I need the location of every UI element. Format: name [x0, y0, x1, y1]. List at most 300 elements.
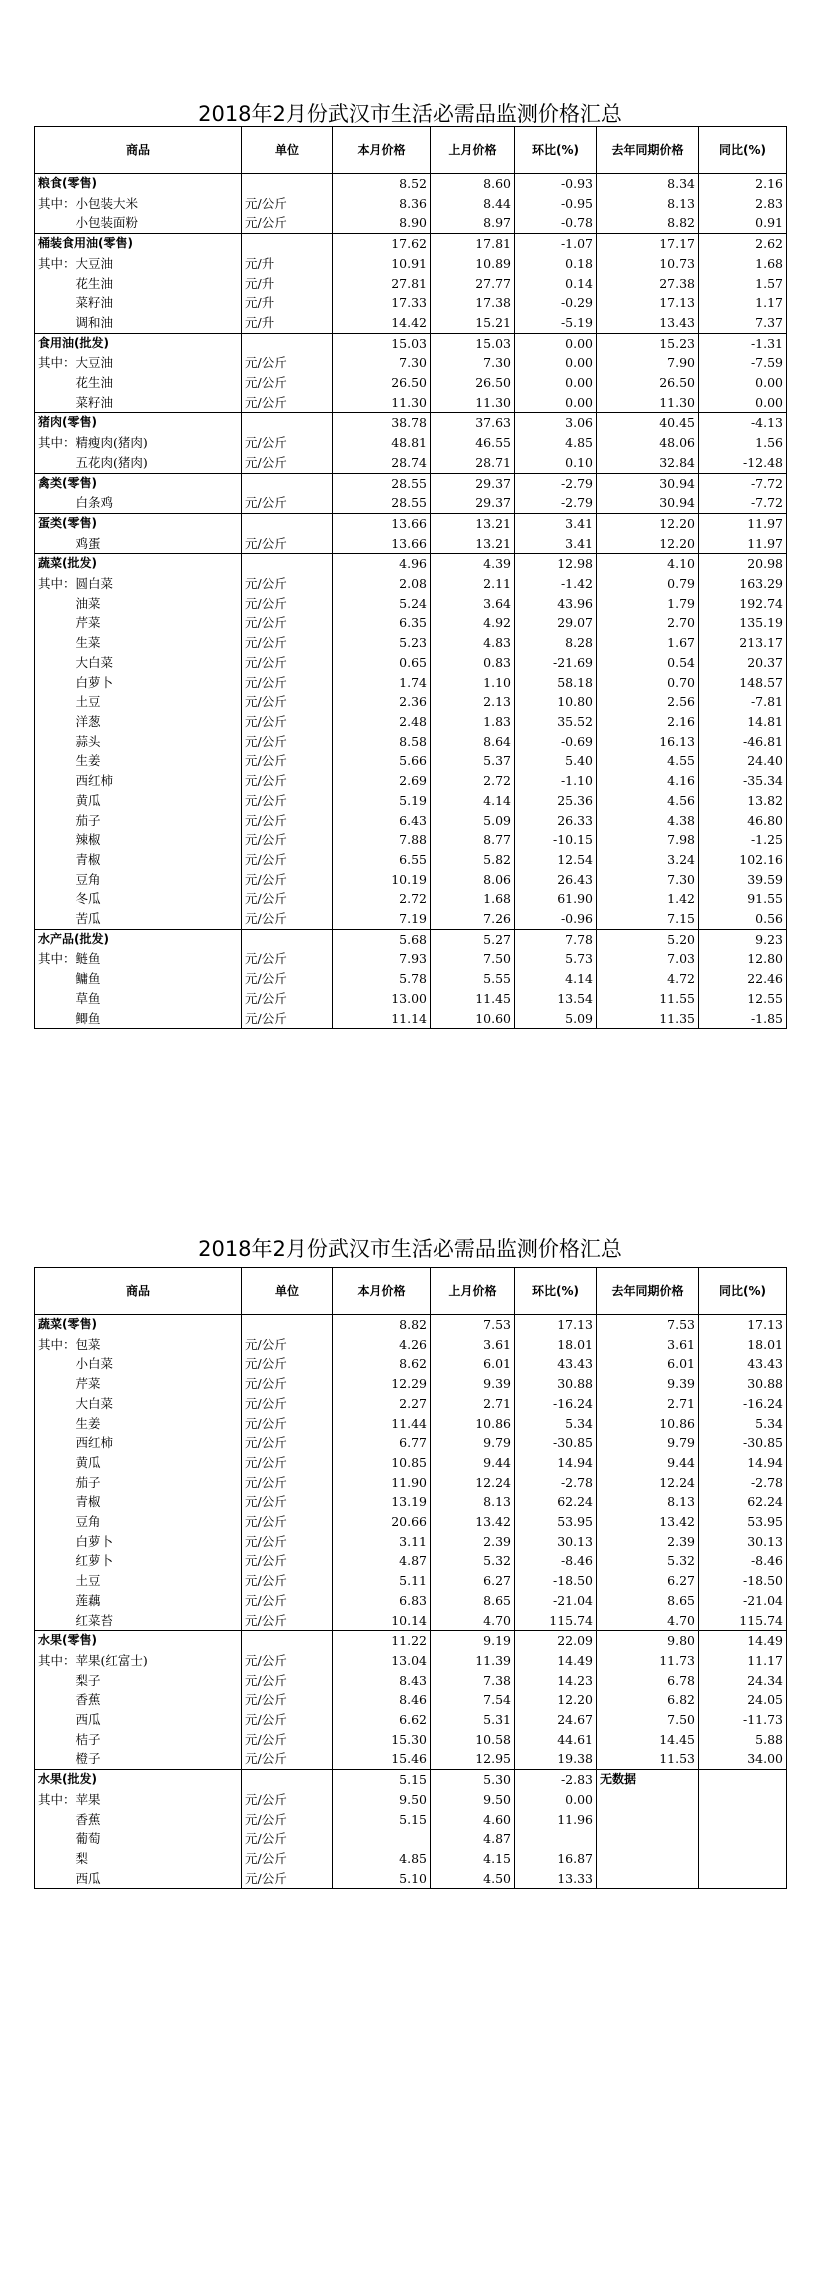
- commodity-cell: 茄子: [35, 811, 242, 831]
- previous-price-cell: 10.58: [431, 1730, 515, 1750]
- commodity-cell: 辣椒: [35, 830, 242, 850]
- header-previous-price: 上月价格: [431, 1268, 515, 1315]
- current-price-cell: 2.48: [333, 712, 431, 732]
- unit-cell: 元/公斤: [242, 870, 333, 890]
- month-on-month-cell: -21.69: [515, 653, 597, 673]
- unit-cell: 元/公斤: [242, 393, 333, 413]
- page-title: 2018年2月份武汉市生活必需品监测价格汇总: [198, 102, 622, 126]
- last-year-price-cell: 40.45: [597, 413, 699, 433]
- commodity-cell: 黄瓜: [35, 1453, 242, 1473]
- previous-price-cell: 7.38: [431, 1671, 515, 1691]
- previous-price-cell: 12.24: [431, 1473, 515, 1493]
- table-row: [35, 453, 787, 473]
- current-price-cell: 3.11: [333, 1532, 431, 1552]
- table-row: [35, 1829, 787, 1849]
- previous-price-cell: 9.19: [431, 1631, 515, 1651]
- current-price-cell: 15.30: [333, 1730, 431, 1750]
- table-row: [35, 293, 787, 313]
- current-price-cell: 6.77: [333, 1433, 431, 1453]
- table-row: [35, 732, 787, 752]
- last-year-price-cell: 11.35: [597, 1009, 699, 1029]
- year-on-year-cell: 20.98: [699, 554, 787, 574]
- year-on-year-cell: 22.46: [699, 969, 787, 989]
- commodity-cell: 豆角: [35, 1512, 242, 1532]
- current-price-cell: 5.78: [333, 969, 431, 989]
- year-on-year-cell: 14.94: [699, 1453, 787, 1473]
- current-price-cell: 2.69: [333, 771, 431, 791]
- unit-cell: [242, 1315, 333, 1335]
- month-on-month-cell: 18.01: [515, 1335, 597, 1355]
- month-on-month-cell: 3.06: [515, 413, 597, 433]
- last-year-price-cell: 9.39: [597, 1374, 699, 1394]
- previous-price-cell: 2.39: [431, 1532, 515, 1552]
- month-on-month-cell: 43.43: [515, 1354, 597, 1374]
- commodity-cell: 其中：小包装大米: [35, 194, 242, 214]
- year-on-year-cell: -46.81: [699, 732, 787, 752]
- year-on-year-cell: 13.82: [699, 791, 787, 811]
- current-price-cell: 4.85: [333, 1849, 431, 1869]
- previous-price-cell: 4.70: [431, 1611, 515, 1631]
- current-price-cell: [333, 1829, 431, 1849]
- current-price-cell: 5.23: [333, 633, 431, 653]
- month-on-month-cell: 5.34: [515, 1414, 597, 1434]
- year-on-year-cell: 43.43: [699, 1354, 787, 1374]
- year-on-year-cell: 11.97: [699, 534, 787, 554]
- month-on-month-cell: 14.94: [515, 1453, 597, 1473]
- unit-cell: 元/公斤: [242, 989, 333, 1009]
- year-on-year-cell: 30.13: [699, 1532, 787, 1552]
- last-year-price-cell: 6.82: [597, 1690, 699, 1710]
- last-year-price-cell: 10.86: [597, 1414, 699, 1434]
- month-on-month-cell: 4.85: [515, 433, 597, 453]
- current-price-cell: 4.87: [333, 1551, 431, 1571]
- previous-price-cell: 13.21: [431, 534, 515, 554]
- unit-cell: 元/公斤: [242, 1571, 333, 1591]
- current-price-cell: 28.55: [333, 493, 431, 513]
- table-row: [35, 889, 787, 909]
- commodity-cell: 鸡蛋: [35, 534, 242, 554]
- table-row: [35, 1009, 787, 1029]
- year-on-year-cell: 135.19: [699, 613, 787, 633]
- unit-cell: 元/公斤: [242, 1710, 333, 1730]
- last-year-price-cell: 7.03: [597, 949, 699, 969]
- last-year-price-cell: 11.30: [597, 393, 699, 413]
- table-row: [35, 1690, 787, 1710]
- commodity-cell: 花生油: [35, 274, 242, 294]
- current-price-cell: 2.27: [333, 1394, 431, 1414]
- current-price-cell: 7.19: [333, 909, 431, 929]
- year-on-year-cell: -30.85: [699, 1433, 787, 1453]
- month-on-month-cell: 53.95: [515, 1512, 597, 1532]
- table-row: [35, 313, 787, 333]
- table-row: [35, 373, 787, 393]
- header-current-price: 本月价格: [333, 1268, 431, 1315]
- unit-cell: 元/公斤: [242, 692, 333, 712]
- table-row: [35, 969, 787, 989]
- year-on-year-cell: -21.04: [699, 1591, 787, 1611]
- month-on-month-cell: -30.85: [515, 1433, 597, 1453]
- unit-cell: 元/公斤: [242, 353, 333, 373]
- unit-cell: 元/公斤: [242, 791, 333, 811]
- year-on-year-cell: 0.91: [699, 213, 787, 233]
- month-on-month-cell: 10.80: [515, 692, 597, 712]
- table-row: [35, 433, 787, 453]
- previous-price-cell: 4.39: [431, 554, 515, 574]
- month-on-month-cell: -2.79: [515, 473, 597, 493]
- last-year-price-cell: 4.55: [597, 751, 699, 771]
- unit-cell: 元/公斤: [242, 574, 333, 594]
- unit-cell: 元/公斤: [242, 969, 333, 989]
- current-price-cell: 15.46: [333, 1749, 431, 1769]
- current-price-cell: 8.36: [333, 194, 431, 214]
- month-on-month-cell: 115.74: [515, 1611, 597, 1631]
- unit-cell: 元/公斤: [242, 594, 333, 614]
- year-on-year-cell: 0.56: [699, 909, 787, 929]
- year-on-year-cell: 18.01: [699, 1335, 787, 1355]
- last-year-price-cell: 32.84: [597, 453, 699, 473]
- last-year-price-cell: 8.82: [597, 213, 699, 233]
- previous-price-cell: 4.14: [431, 791, 515, 811]
- commodity-cell: 茄子: [35, 1473, 242, 1493]
- year-on-year-cell: [699, 1869, 787, 1889]
- current-price-cell: 17.62: [333, 234, 431, 254]
- commodity-cell: 鲫鱼: [35, 1009, 242, 1029]
- previous-price-cell: 4.50: [431, 1869, 515, 1889]
- last-year-price-cell: 13.42: [597, 1512, 699, 1532]
- year-on-year-cell: 17.13: [699, 1315, 787, 1335]
- unit-cell: 元/公斤: [242, 1730, 333, 1750]
- previous-price-cell: 0.83: [431, 653, 515, 673]
- header-year-on-year: 同比(%): [699, 127, 787, 174]
- current-price-cell: 15.03: [333, 333, 431, 353]
- year-on-year-cell: 1.17: [699, 293, 787, 313]
- previous-price-cell: 6.01: [431, 1354, 515, 1374]
- last-year-price-cell: 无数据: [597, 1770, 699, 1790]
- unit-cell: 元/公斤: [242, 1512, 333, 1532]
- month-on-month-cell: [515, 1829, 597, 1849]
- year-on-year-cell: 12.80: [699, 949, 787, 969]
- unit-cell: 元/公斤: [242, 1551, 333, 1571]
- last-year-price-cell: 12.24: [597, 1473, 699, 1493]
- commodity-cell: 水果(零售): [35, 1631, 242, 1651]
- unit-cell: 元/公斤: [242, 712, 333, 732]
- last-year-price-cell: 8.34: [597, 174, 699, 194]
- year-on-year-cell: 0.00: [699, 373, 787, 393]
- commodity-cell: 香蕉: [35, 1810, 242, 1830]
- category-row: [35, 473, 787, 493]
- last-year-price-cell: 16.13: [597, 732, 699, 752]
- table-row: [35, 1611, 787, 1631]
- unit-cell: [242, 413, 333, 433]
- unit-cell: [242, 1770, 333, 1790]
- month-on-month-cell: 43.96: [515, 594, 597, 614]
- current-price-cell: 11.44: [333, 1414, 431, 1434]
- current-price-cell: 6.62: [333, 1710, 431, 1730]
- table-row: [35, 574, 787, 594]
- last-year-price-cell: [597, 1849, 699, 1869]
- last-year-price-cell: 3.24: [597, 850, 699, 870]
- year-on-year-cell: 20.37: [699, 653, 787, 673]
- year-on-year-cell: 1.68: [699, 254, 787, 274]
- month-on-month-cell: 61.90: [515, 889, 597, 909]
- year-on-year-cell: [699, 1770, 787, 1790]
- header-unit: 单位: [242, 1268, 333, 1315]
- current-price-cell: 7.30: [333, 353, 431, 373]
- commodity-cell: 芹菜: [35, 613, 242, 633]
- month-on-month-cell: -0.69: [515, 732, 597, 752]
- table-row: [35, 1651, 787, 1671]
- year-on-year-cell: -18.50: [699, 1571, 787, 1591]
- month-on-month-cell: 13.54: [515, 989, 597, 1009]
- table-row: [35, 254, 787, 274]
- commodity-cell: 其中：包菜: [35, 1335, 242, 1355]
- current-price-cell: 6.35: [333, 613, 431, 633]
- year-on-year-cell: 1.56: [699, 433, 787, 453]
- table-row: [35, 1849, 787, 1869]
- current-price-cell: 13.00: [333, 989, 431, 1009]
- commodity-cell: 白条鸡: [35, 493, 242, 513]
- commodity-cell: 其中：精瘦肉(猪肉): [35, 433, 242, 453]
- unit-cell: 元/公斤: [242, 673, 333, 693]
- unit-cell: 元/公斤: [242, 1869, 333, 1889]
- current-price-cell: 5.15: [333, 1810, 431, 1830]
- month-on-month-cell: 5.09: [515, 1009, 597, 1029]
- table-row: [35, 1394, 787, 1414]
- last-year-price-cell: 7.53: [597, 1315, 699, 1335]
- previous-price-cell: 13.42: [431, 1512, 515, 1532]
- year-on-year-cell: [699, 1849, 787, 1869]
- current-price-cell: 48.81: [333, 433, 431, 453]
- table-row: [35, 1730, 787, 1750]
- table-row: [35, 1671, 787, 1691]
- year-on-year-cell: 46.80: [699, 811, 787, 831]
- commodity-cell: 食用油(批发): [35, 333, 242, 353]
- last-year-price-cell: 0.54: [597, 653, 699, 673]
- current-price-cell: 8.90: [333, 213, 431, 233]
- year-on-year-cell: 30.88: [699, 1374, 787, 1394]
- table-row: [35, 1473, 787, 1493]
- last-year-price-cell: [597, 1829, 699, 1849]
- table-row: [35, 1869, 787, 1889]
- table-row: [35, 274, 787, 294]
- year-on-year-cell: 24.34: [699, 1671, 787, 1691]
- previous-price-cell: 4.87: [431, 1829, 515, 1849]
- commodity-cell: 鳙鱼: [35, 969, 242, 989]
- previous-price-cell: 10.86: [431, 1414, 515, 1434]
- last-year-price-cell: 8.13: [597, 1492, 699, 1512]
- previous-price-cell: 7.53: [431, 1315, 515, 1335]
- commodity-cell: 白萝卜: [35, 1532, 242, 1552]
- header-commodity: 商品: [35, 1268, 242, 1315]
- current-price-cell: 11.30: [333, 393, 431, 413]
- month-on-month-cell: 29.07: [515, 613, 597, 633]
- month-on-month-cell: -0.78: [515, 213, 597, 233]
- current-price-cell: 5.19: [333, 791, 431, 811]
- header-last-year-price: 去年同期价格: [597, 1268, 699, 1315]
- commodity-cell: 大白菜: [35, 1394, 242, 1414]
- previous-price-cell: 7.54: [431, 1690, 515, 1710]
- category-row: [35, 234, 787, 254]
- commodity-cell: 西红柿: [35, 771, 242, 791]
- month-on-month-cell: 5.40: [515, 751, 597, 771]
- last-year-price-cell: 2.71: [597, 1394, 699, 1414]
- commodity-cell: 其中：鲢鱼: [35, 949, 242, 969]
- unit-cell: 元/公斤: [242, 1453, 333, 1473]
- last-year-price-cell: 11.53: [597, 1749, 699, 1769]
- current-price-cell: 6.55: [333, 850, 431, 870]
- previous-price-cell: 46.55: [431, 433, 515, 453]
- month-on-month-cell: 0.00: [515, 333, 597, 353]
- table-row: [35, 534, 787, 554]
- current-price-cell: 4.26: [333, 1335, 431, 1355]
- commodity-cell: 油菜: [35, 594, 242, 614]
- year-on-year-cell: 14.49: [699, 1631, 787, 1651]
- table-row: [35, 1335, 787, 1355]
- previous-price-cell: 11.45: [431, 989, 515, 1009]
- last-year-price-cell: 4.56: [597, 791, 699, 811]
- year-on-year-cell: 115.74: [699, 1611, 787, 1631]
- previous-price-cell: 17.81: [431, 234, 515, 254]
- current-price-cell: 8.82: [333, 1315, 431, 1335]
- unit-cell: 元/公斤: [242, 534, 333, 554]
- commodity-cell: 梨子: [35, 1671, 242, 1691]
- unit-cell: 元/公斤: [242, 1433, 333, 1453]
- unit-cell: 元/公斤: [242, 373, 333, 393]
- commodity-cell: 桔子: [35, 1730, 242, 1750]
- last-year-price-cell: 14.45: [597, 1730, 699, 1750]
- month-on-month-cell: -1.07: [515, 234, 597, 254]
- month-on-month-cell: 26.43: [515, 870, 597, 890]
- table-row: [35, 493, 787, 513]
- commodity-cell: 其中：苹果: [35, 1790, 242, 1810]
- previous-price-cell: 2.11: [431, 574, 515, 594]
- unit-cell: [242, 513, 333, 533]
- current-price-cell: 5.15: [333, 1770, 431, 1790]
- unit-cell: 元/公斤: [242, 1611, 333, 1631]
- commodity-cell: 大白菜: [35, 653, 242, 673]
- unit-cell: 元/公斤: [242, 1532, 333, 1552]
- page-title-2: 2018年2月份武汉市生活必需品监测价格汇总: [198, 1237, 622, 1261]
- previous-price-cell: 13.21: [431, 513, 515, 533]
- year-on-year-cell: -12.48: [699, 453, 787, 473]
- unit-cell: 元/公斤: [242, 1394, 333, 1414]
- last-year-price-cell: 4.38: [597, 811, 699, 831]
- previous-price-cell: 8.64: [431, 732, 515, 752]
- unit-cell: 元/公斤: [242, 1810, 333, 1830]
- category-row: [35, 413, 787, 433]
- unit-cell: 元/公斤: [242, 811, 333, 831]
- header-month-on-month: 环比(%): [515, 127, 597, 174]
- year-on-year-cell: -1.31: [699, 333, 787, 353]
- previous-price-cell: 8.65: [431, 1591, 515, 1611]
- year-on-year-cell: 91.55: [699, 889, 787, 909]
- unit-cell: 元/升: [242, 313, 333, 333]
- table-row: [35, 194, 787, 214]
- current-price-cell: 10.14: [333, 1611, 431, 1631]
- current-price-cell: 13.19: [333, 1492, 431, 1512]
- month-on-month-cell: -18.50: [515, 1571, 597, 1591]
- commodity-cell: 土豆: [35, 692, 242, 712]
- month-on-month-cell: 26.33: [515, 811, 597, 831]
- previous-price-cell: 29.37: [431, 473, 515, 493]
- table-row: [35, 1492, 787, 1512]
- previous-price-cell: 8.06: [431, 870, 515, 890]
- last-year-price-cell: 2.16: [597, 712, 699, 732]
- commodity-cell: 猪肉(零售): [35, 413, 242, 433]
- current-price-cell: 8.52: [333, 174, 431, 194]
- last-year-price-cell: 2.39: [597, 1532, 699, 1552]
- unit-cell: 元/公斤: [242, 771, 333, 791]
- unit-cell: 元/公斤: [242, 1829, 333, 1849]
- current-price-cell: 5.24: [333, 594, 431, 614]
- last-year-price-cell: 8.65: [597, 1591, 699, 1611]
- commodity-cell: 土豆: [35, 1571, 242, 1591]
- year-on-year-cell: [699, 1829, 787, 1849]
- last-year-price-cell: 7.15: [597, 909, 699, 929]
- year-on-year-cell: 213.17: [699, 633, 787, 653]
- previous-price-cell: 4.60: [431, 1810, 515, 1830]
- unit-cell: 元/公斤: [242, 1492, 333, 1512]
- last-year-price-cell: 48.06: [597, 433, 699, 453]
- commodity-cell: 生姜: [35, 751, 242, 771]
- month-on-month-cell: -0.95: [515, 194, 597, 214]
- last-year-price-cell: 7.90: [597, 353, 699, 373]
- unit-cell: 元/公斤: [242, 493, 333, 513]
- commodity-cell: 花生油: [35, 373, 242, 393]
- year-on-year-cell: 12.55: [699, 989, 787, 1009]
- month-on-month-cell: -2.78: [515, 1473, 597, 1493]
- month-on-month-cell: -8.46: [515, 1551, 597, 1571]
- last-year-price-cell: 4.16: [597, 771, 699, 791]
- month-on-month-cell: 0.14: [515, 274, 597, 294]
- month-on-month-cell: 14.23: [515, 1671, 597, 1691]
- last-year-price-cell: 30.94: [597, 493, 699, 513]
- current-price-cell: 2.72: [333, 889, 431, 909]
- year-on-year-cell: 148.57: [699, 673, 787, 693]
- unit-cell: [242, 333, 333, 353]
- last-year-price-cell: [597, 1790, 699, 1810]
- last-year-price-cell: 8.13: [597, 194, 699, 214]
- year-on-year-cell: -8.46: [699, 1551, 787, 1571]
- last-year-price-cell: 4.10: [597, 554, 699, 574]
- month-on-month-cell: 5.73: [515, 949, 597, 969]
- table-row: [35, 791, 787, 811]
- last-year-price-cell: 4.70: [597, 1611, 699, 1631]
- unit-cell: 元/公斤: [242, 433, 333, 453]
- commodity-cell: 水产品(批发): [35, 929, 242, 949]
- table-row: [35, 1532, 787, 1552]
- last-year-price-cell: 12.20: [597, 513, 699, 533]
- month-on-month-cell: 17.13: [515, 1315, 597, 1335]
- year-on-year-cell: 24.40: [699, 751, 787, 771]
- previous-price-cell: 15.21: [431, 313, 515, 333]
- table-row: [35, 1414, 787, 1434]
- commodity-cell: 禽类(零售): [35, 473, 242, 493]
- last-year-price-cell: 2.56: [597, 692, 699, 712]
- previous-price-cell: 9.44: [431, 1453, 515, 1473]
- category-row: [35, 1770, 787, 1790]
- current-price-cell: 11.90: [333, 1473, 431, 1493]
- commodity-cell: 小包装面粉: [35, 213, 242, 233]
- commodity-cell: 菜籽油: [35, 393, 242, 413]
- last-year-price-cell: 1.79: [597, 594, 699, 614]
- previous-price-cell: 3.61: [431, 1335, 515, 1355]
- table-header-row: [35, 1268, 787, 1315]
- commodity-cell: 其中：大豆油: [35, 353, 242, 373]
- unit-cell: 元/公斤: [242, 1473, 333, 1493]
- commodity-cell: 调和油: [35, 313, 242, 333]
- table-row: [35, 771, 787, 791]
